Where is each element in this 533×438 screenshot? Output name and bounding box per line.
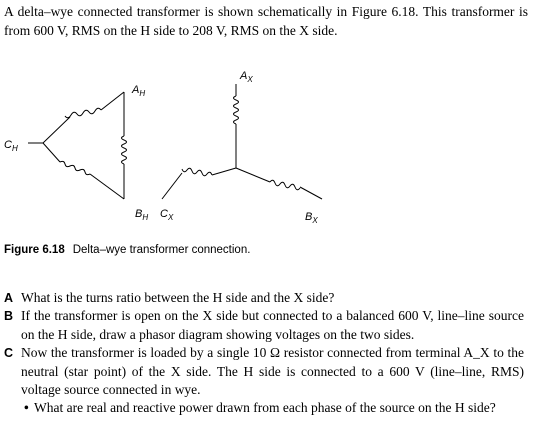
label-ax: $A_X$ xyxy=(240,70,253,84)
figure-caption-text: Delta–wye transformer connection. xyxy=(72,244,251,256)
figure-number: Figure 6.18 xyxy=(4,244,65,256)
wye-winding-bx xyxy=(236,168,322,199)
question-c xyxy=(4,344,524,399)
label-bh: $B_H$ xyxy=(135,208,149,222)
question-b xyxy=(4,307,524,344)
question-a xyxy=(4,289,524,307)
wye-winding-ax xyxy=(234,84,239,168)
question-letter: B xyxy=(4,309,14,324)
wye-winding-cx xyxy=(162,168,236,199)
delta-wye-diagram xyxy=(0,60,533,240)
figure-caption xyxy=(4,244,250,256)
label-ah: $A_H$ xyxy=(132,84,146,98)
label-bx: $B_X$ xyxy=(305,211,318,225)
delta-winding-ch-bh xyxy=(43,143,124,199)
question-letter: C xyxy=(4,346,14,361)
question-letter: A xyxy=(4,291,14,305)
label-cx: $C_X$ xyxy=(160,208,174,222)
question-text: If the transformer is open on the X side but connected to a balanced 600 V, line–line source on the H side, draw a phasor diagram showing voltages on the two sides. xyxy=(21,308,524,342)
delta-winding-ah-ch xyxy=(43,92,124,143)
question-text: Now the transformer is loaded by a single 10 Ω resistor connected from terminal A_X to the neutral (star point) of the X side. The H side is connected to a 600 V (line–line, RMS) voltage source connected in wye. xyxy=(21,345,524,398)
bullet-icon: • xyxy=(24,400,29,416)
question-text: What is the turns ratio between the H side and the X side? xyxy=(21,290,335,305)
sub-question xyxy=(4,399,524,417)
label-ch: $C_H$ xyxy=(4,139,18,153)
intro-paragraph: A delta–wye connected transformer is shown schematically in Figure 6.18. This transformer is from 600 V, RMS on the H side to 208 V, RMS on the X side. xyxy=(4,4,528,38)
question-list xyxy=(4,289,524,418)
sub-question-text: What are real and reactive power drawn from each phase of the source on the H side? xyxy=(34,400,496,416)
delta-winding-ah-bh xyxy=(122,92,127,199)
